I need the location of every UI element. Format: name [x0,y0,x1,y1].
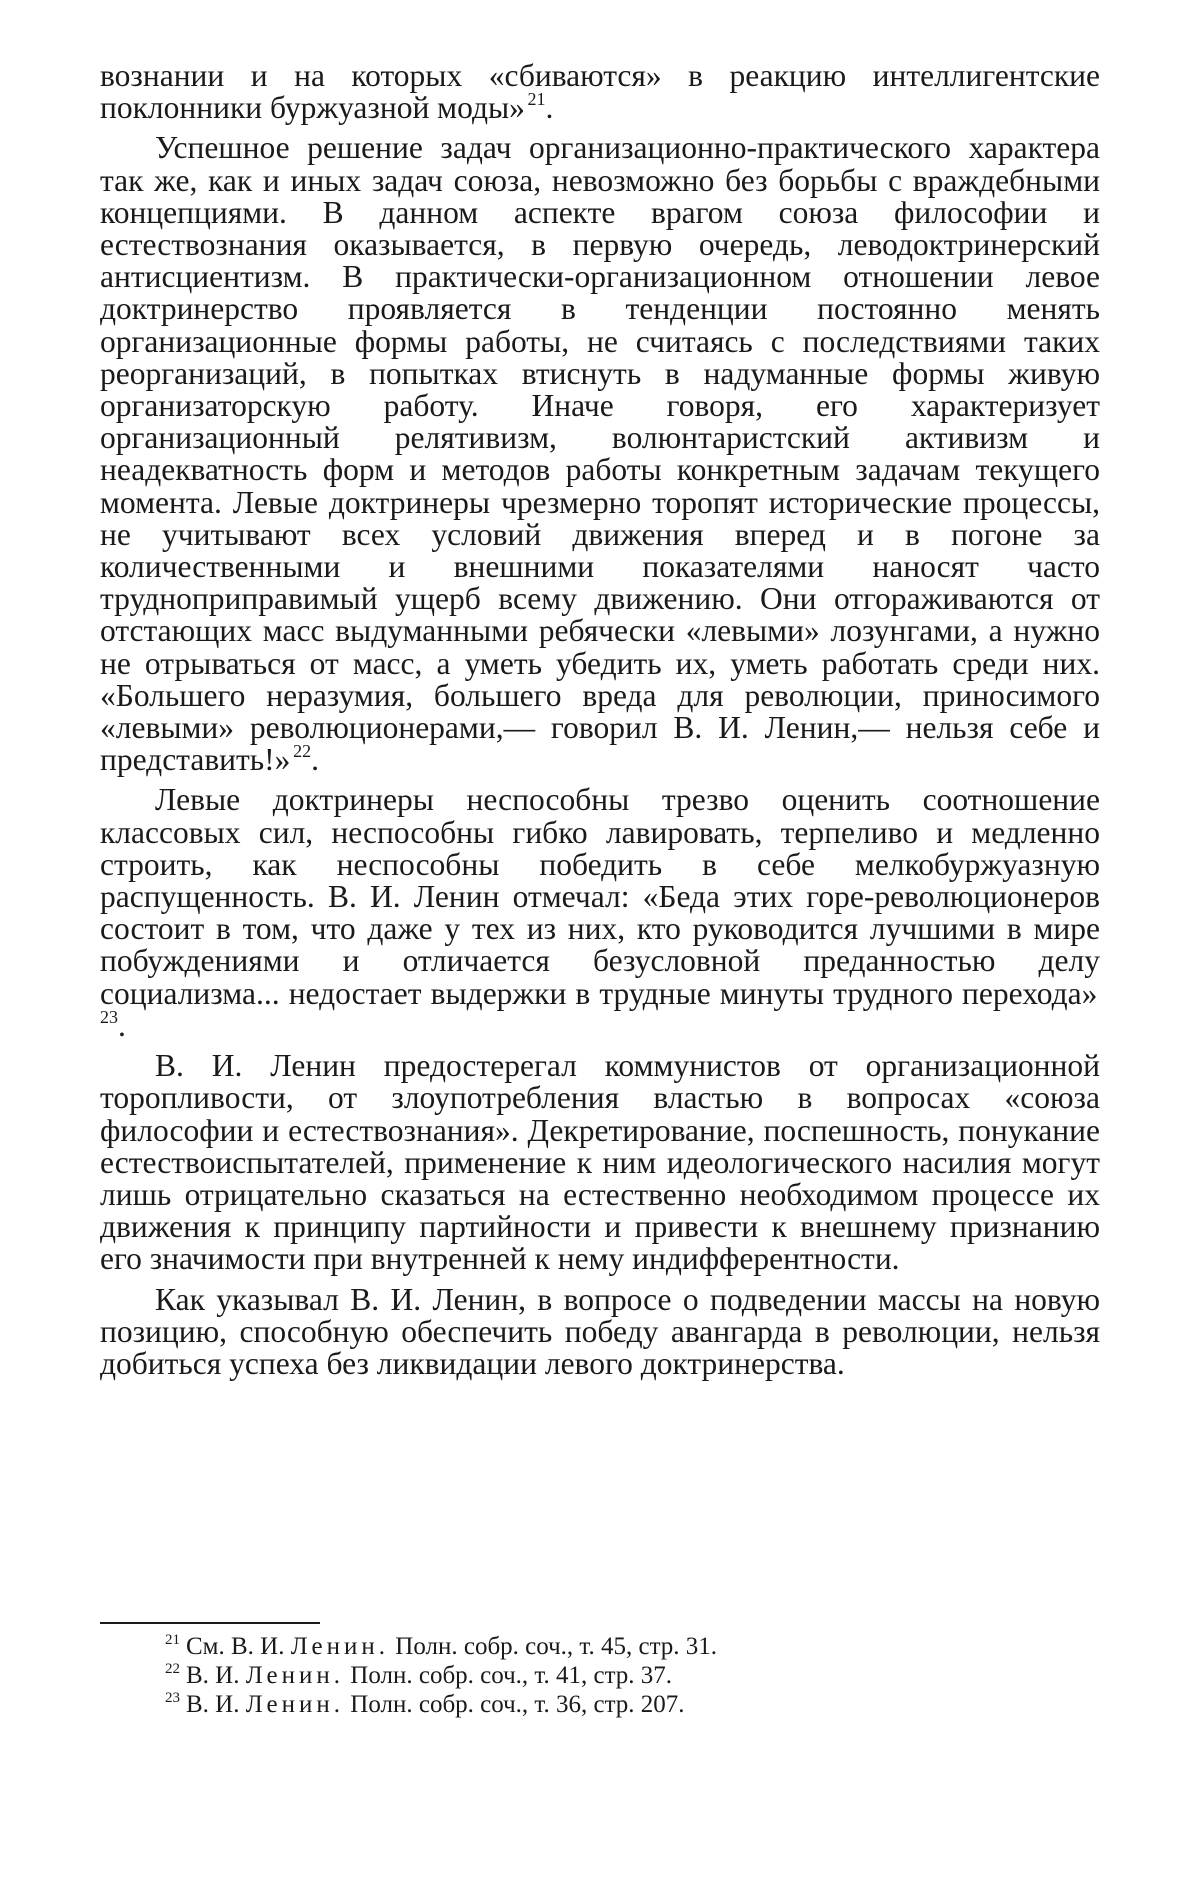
paragraph-tail: . [118,1007,126,1043]
footnote-source: Полн. собр. соч., т. 36, стр. 207. [344,1691,685,1718]
paragraph-tail: . [545,90,554,126]
paragraph-3 [100,784,1100,1042]
footnote-ref-23[interactable]: 23 [100,1006,118,1027]
footnote-prefix: См. В. И. [186,1633,291,1660]
footnote-author: Ленин. [290,1633,390,1660]
paragraph-tail: . [311,742,319,778]
footnote-prefix: В. И. [186,1662,246,1689]
footnote-ref-22[interactable]: 22 [293,741,312,762]
footnote-23 [165,1690,1025,1719]
footnote-ref-21[interactable]: 21 [527,89,546,110]
footnote-source: Полн. собр. соч., т. 41, стр. 37. [344,1662,673,1689]
paragraph-text: вознании и на которых «сбиваются» в реакцию интеллигентские поклонники буржуазной моды» [100,58,1100,126]
footnote-source: Полн. собр. соч., т. 45, стр. 31. [389,1633,718,1660]
paragraph-text: В. И. Ленин предостерегал коммунистов от организационной торопливости, от злоупотребления властью в вопросах «союза философии и естествознания». Декретирование, поспешность, понукание естествоиспытателей, применение к ним идеологического насилия могут лишь отрицательно сказаться на естественно необходимом процессе их движения к принципу партийности и привести к внешнему признанию его значимости при внутренней к нему индифферентности. [100,1048,1100,1277]
paragraph-text: Как указывал В. И. Ленин, в вопросе о подведении массы на новую позицию, способную обеспечить победу авангарда в революции, нельзя добиться успеха без ликвидации левого доктринерства. [100,1281,1100,1381]
paragraph-5 [100,1281,1100,1381]
footnote-author: Ленин. [245,1691,345,1718]
paragraph-text: Успешное решение задач организационно-практического характера так же, как и иных задач союза, невозможно без борьбы с враждебными концепциями. В данном аспекте врагом союза философии и естествознания оказывается, в первую очередь, леводоктринерский антисциентизм. В практически-организационном отношении левое доктринерство проявляется в тенденции постоянно менять организационные формы работы, не считаясь с последствиями таких реорганизаций, в попытках втиснуть в надуманные формы живую организаторскую работу. Иначе говоря, его характеризует организационный релятивизм, волюнтаристский активизм и неадекватность форм и методов работы конкретным задачам текущего момента. Левые доктринеры чрезмерно торопят исторические процессы, не учитывают всех условий движения вперед и в погоне за количественными и внешними показателями наносят часто трудноприправимый ущерб всему движению. Они отгораживаются от отстающих масс выдуманными ребячески «левыми» лозунгами, а нужно не отрываться от масс, а уметь убедить их, уметь работать среди них. «Большего неразумия, большего вреда для революции, приносимого «левыми» революционерами,— говорил В. И. Ленин,— нельзя себе и представить!» [100,130,1100,778]
paragraph-2 [100,132,1100,776]
footnote-author: Ленин. [245,1662,345,1689]
footnote-21 [165,1632,1025,1661]
body-text [100,60,1100,1380]
footnote-22 [165,1661,1025,1690]
paragraph-1 [100,60,1100,124]
footnote-prefix: В. И. [186,1691,246,1718]
footnote-divider [100,1622,320,1624]
footnote-number: 21 [165,1632,180,1648]
footnotes [165,1632,1025,1719]
paragraph-4 [100,1050,1100,1275]
footnote-number: 22 [165,1661,180,1677]
footnote-number: 23 [165,1690,180,1706]
paragraph-text: Левые доктринеры неспособны трезво оценить соотношение классовых сил, неспособны гибко лавировать, терпеливо и медленно строить, как неспособны победить в себе мелкобуржуазную распущенность. В. И. Ленин отмечал: «Беда этих горе-революционеров состоит в том, что даже у тех из них, кто руководится лучшими в мире побуждениями и отличается безусловной преданностью делу социализма... недостает выдержки в трудные минуты трудного перехода» [100,782,1100,1011]
